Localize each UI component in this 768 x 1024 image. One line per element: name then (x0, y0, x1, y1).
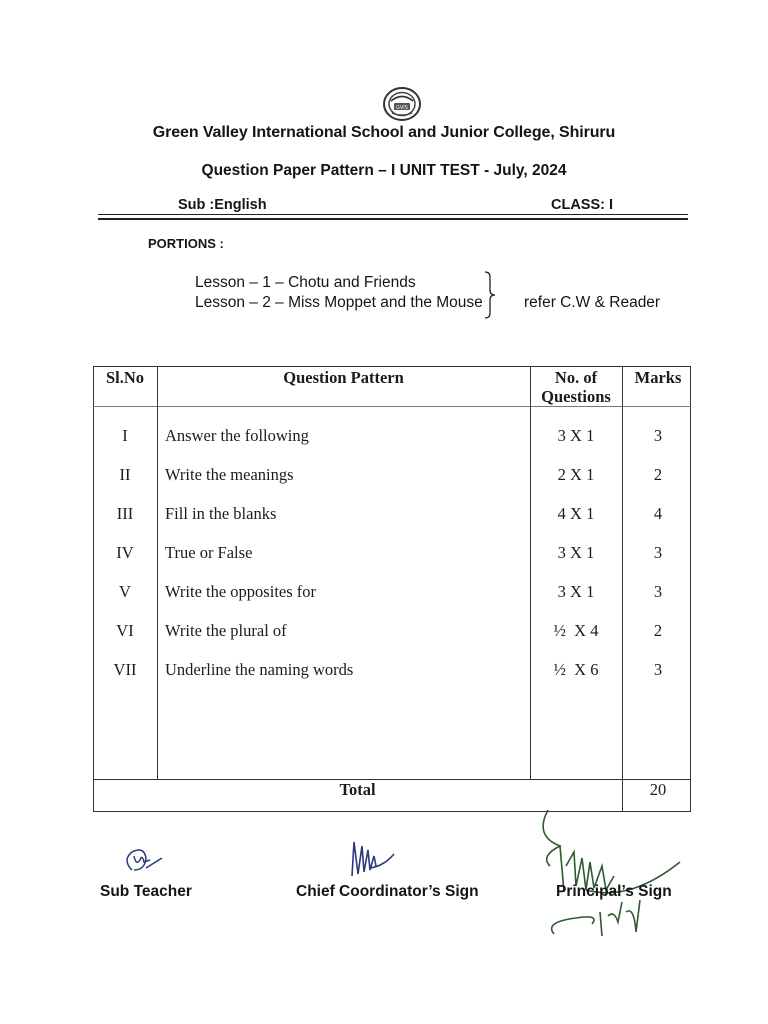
row-question-pattern: Write the opposites for (165, 582, 317, 601)
chief-coordinator-sign-label: Chief Coordinator’s Sign (296, 883, 479, 900)
teacher-signature-scribble (118, 846, 168, 888)
sub-teacher-label: Sub Teacher (100, 883, 192, 900)
svg-text:GVIS: GVIS (396, 105, 408, 111)
row-question-pattern: Answer the following (165, 426, 309, 445)
paper-title: Question Paper Pattern – I UNIT TEST - July, 2024 (201, 162, 567, 179)
row-marks: 3 (653, 543, 663, 562)
row-marks: 3 (653, 660, 663, 679)
row-question-pattern: True or False (165, 543, 253, 562)
row-question-pattern: Fill in the blanks (165, 504, 277, 523)
reference-note: refer C.W & Reader (524, 294, 661, 311)
header-question-pattern: Question Pattern (283, 368, 404, 387)
table-border (93, 366, 691, 367)
header-sl-no: Sl.No (105, 368, 145, 387)
principal-sign-label: Principal’s Sign (556, 883, 672, 900)
total-marks: 20 (649, 780, 667, 799)
row-no-of-questions: ½ X 4 (553, 621, 599, 640)
school-crest-icon (382, 86, 422, 122)
row-marks: 2 (653, 465, 663, 484)
principal-signature-scribble (530, 806, 690, 946)
header-separator (93, 406, 691, 407)
row-no-of-questions: 4 X 1 (557, 504, 595, 523)
row-sl-no: VI (116, 621, 134, 640)
row-sl-no: IV (116, 543, 134, 562)
question-pattern-table (93, 366, 691, 812)
row-marks: 4 (653, 504, 663, 523)
row-sl-no: V (119, 582, 131, 601)
row-question-pattern: Write the meanings (165, 465, 294, 484)
total-label: Total (339, 780, 376, 799)
header-no-of-questions-line1: No. of (554, 368, 598, 387)
header-rule (98, 214, 688, 215)
lesson-item: Lesson – 1 – Chotu and Friends (195, 274, 416, 291)
row-no-of-questions: 3 X 1 (557, 543, 595, 562)
row-no-of-questions: 2 X 1 (557, 465, 595, 484)
row-marks: 3 (653, 582, 663, 601)
header-marks: Marks (634, 368, 682, 387)
row-no-of-questions: ½ X 6 (553, 660, 599, 679)
lesson-item: Lesson – 2 – Miss Moppet and the Mouse (195, 294, 483, 311)
column-divider (157, 366, 158, 780)
row-question-pattern: Underline the naming words (165, 660, 354, 679)
row-sl-no: VII (113, 660, 137, 679)
row-sl-no: III (116, 504, 134, 523)
subject-label: Sub :English (178, 197, 267, 213)
header-no-of-questions (530, 368, 622, 406)
header-rule-thick (98, 218, 688, 220)
portions-label: PORTIONS : (148, 236, 224, 251)
right-brace-icon (480, 270, 500, 320)
class-label: CLASS: I (551, 197, 614, 213)
row-no-of-questions: 3 X 1 (557, 426, 595, 445)
row-sl-no: II (119, 465, 131, 484)
coordinator-signature-scribble (340, 836, 400, 886)
row-sl-no: I (122, 426, 128, 445)
row-question-pattern: Write the plural of (165, 621, 287, 640)
row-marks: 3 (653, 426, 663, 445)
row-marks: 2 (653, 621, 663, 640)
header-no-of-questions-line2: Questions (541, 387, 611, 406)
school-name: Green Valley International School and Junior College, Shiruru (152, 124, 616, 141)
column-divider (622, 366, 623, 812)
row-no-of-questions: 3 X 1 (557, 582, 595, 601)
